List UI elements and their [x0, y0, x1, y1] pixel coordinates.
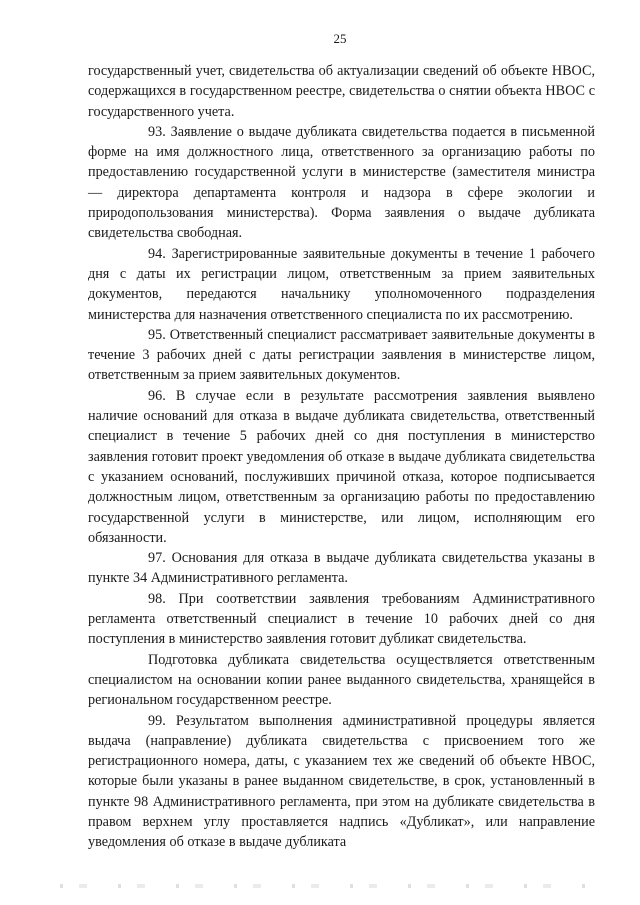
scan-artifact-line — [60, 884, 600, 888]
paragraph-94: 94. Зарегистрированные заявительные документы в течение 1 рабочего дня с даты их регистрации лицом, ответственным за прием заявительных документов, передаются начальнику уполномоченного подразделения министерства для назначения ответственного специалиста по их рассмотрению. — [88, 245, 595, 323]
paragraph-98-note: Подготовка дубликата свидетельства осуществляется ответственным специалистом на основании копии ранее выданного свидетельства, хранящейся в региональном государственном реестре. — [88, 651, 595, 709]
paragraph-98: 98. При соответствии заявления требованиям Административного регламента ответственный специалист в течение 10 рабочих дней со дня поступления в министерство заявления готовит дубликат свидетельства. — [88, 590, 595, 648]
paragraph-97: 97. Основания для отказа в выдаче дубликата свидетельства указаны в пункте 34 Административного регламента. — [88, 550, 595, 587]
page-number: 25 — [333, 31, 347, 46]
document-body — [88, 61, 595, 853]
paragraph-99: 99. Результатом выполнения административной процедуры является выдача (направление) дубликата свидетельства с присвоением того же регистрационного номера, даты, с указанием тех же сведений об объекте НВОС, которые были указаны в ранее выданном свидетельстве, в срок, установленный в пункте 98 Административного регламента, при этом на дубликате свидетельства в правом верхнем углу проставляется надпись «Дубликат», или направление уведомления об отказе в выдаче дубликата — [88, 712, 595, 851]
paragraph-96: 96. В случае если в результате рассмотрения заявления выявлено наличие оснований для отказа в выдаче дубликата свидетельства, ответственный специалист в течение 5 рабочих дней со дня поступления в министерство заявления готовит проект уведомления об отказе в выдаче дубликата свидетельства с указанием оснований, послуживших причиной отказа, которое подписывается должностным лицом, ответственным за организацию работы по предоставлению государственной услуги в министерстве, или лицом, исполняющим его обязанности. — [88, 387, 595, 546]
paragraph-continuation: государственный учет, свидетельства об актуализации сведений об объекте НВОС, содержащихся в государственном реестре, свидетельства о снятии объекта НВОС с государственного учета. — [88, 63, 595, 120]
paragraph-95: 95. Ответственный специалист рассматривает заявительные документы в течение 3 рабочих дней с даты регистрации заявления в министерстве лицом, ответственным за прием заявительных документов. — [88, 326, 595, 384]
paragraph-93: 93. Заявление о выдаче дубликата свидетельства подается в письменной форме на имя должностного лица, ответственного за организацию работы по предоставлению государственной услуги в министерстве (заместителя министра — директора департамента контроля и надзора в сфере экологии и природопользования министерства). Форма заявления о выдаче дубликата свидетельства свободная. — [88, 123, 595, 242]
